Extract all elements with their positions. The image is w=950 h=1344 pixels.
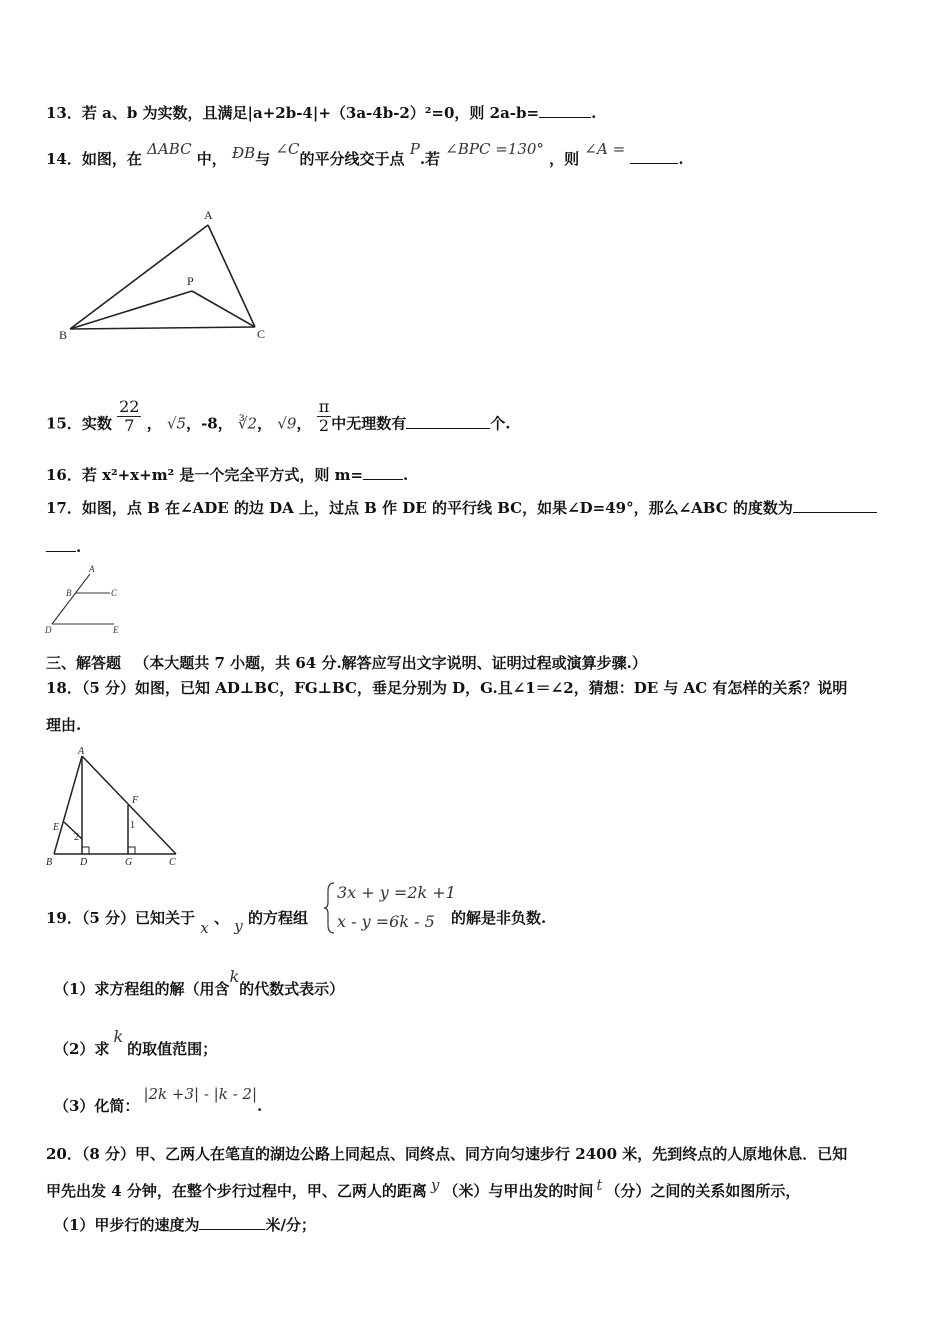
q14-text: ，则 [549, 150, 580, 168]
math-b: ÐB [232, 144, 256, 162]
q19-part3 [54, 1085, 263, 1115]
side-bc [70, 327, 255, 329]
math-abs-expression: |2k +3| - |k - 2| [143, 1085, 258, 1103]
label-a: A [78, 746, 85, 757]
q19-tail: 的解是非负数. [451, 909, 547, 927]
segment-de [64, 822, 82, 839]
part1-unit: 米/分； [265, 1216, 316, 1234]
q19-part1 [54, 967, 345, 998]
equation-1: 3x + y =2k +1 [337, 883, 456, 902]
section-title: 三、解答题 [46, 654, 122, 672]
q14-lead: 14．如图，在 [46, 150, 142, 168]
label-e: E [113, 625, 119, 635]
var-x: x [200, 919, 209, 937]
answer-blank[interactable] [363, 467, 403, 480]
fraction-22-7 [117, 398, 141, 435]
label-p: P [187, 274, 194, 288]
q18-triangle-figure [44, 744, 184, 869]
brace-icon [324, 881, 336, 935]
q14-text: 的平分线交于点 [299, 150, 405, 168]
q16 [46, 466, 408, 484]
label-b: B [46, 857, 53, 868]
var-k: k [113, 1027, 124, 1046]
q19 [46, 909, 308, 937]
separator: ， [296, 414, 312, 433]
separator: 、 [213, 909, 229, 927]
var-t: t [596, 1176, 603, 1194]
part1-text: 的代数式表示） [239, 980, 345, 998]
label-c: C [169, 857, 176, 868]
part2-text: （2）求 [54, 1040, 110, 1058]
side-ac [82, 756, 176, 854]
var-k: k [229, 967, 240, 986]
q15 [46, 397, 511, 443]
label-f: F [132, 795, 139, 806]
var-y: y [234, 917, 243, 935]
part1-text: （1）甲步行的速度为 [54, 1216, 200, 1234]
sqrt-9: √9 [277, 414, 297, 433]
label-c: C [111, 588, 118, 598]
numerator: 22 [119, 397, 140, 416]
part1-text: （1）求方程组的解（用含 [54, 980, 230, 998]
math-a: ∠A = [584, 140, 626, 158]
q18-line1: 18．（5 分）如图，已知 AD⊥BC，FG⊥BC，垂足分别为 D，G.且∠1＝∠2，猜想：DE 与 AC 有怎样的关系？说明 [46, 679, 848, 697]
q13-text: 13．若 a、b 为实数，且满足|a+2b-4|+（3a-4b-2）²=0，则 2a-b= [46, 104, 540, 122]
label-b: B [59, 328, 68, 342]
q20-text: （米）与甲出发的时间 [443, 1182, 594, 1200]
q14-triangle-figure [50, 205, 290, 350]
q19-part2 [54, 1027, 218, 1058]
section-desc: （本大题共 7 小题，共 64 分.解答应写出文字说明、证明过程或演算步骤.） [134, 654, 647, 672]
section-header [46, 654, 647, 672]
angle-2: 2 [74, 832, 79, 843]
right-angle-d [82, 847, 89, 854]
math-c: ∠C [275, 140, 300, 158]
q14-text: 与 [255, 150, 271, 168]
q20-part1 [54, 1216, 316, 1234]
q19-text: 的方程组 [247, 909, 308, 927]
label-c: C [257, 327, 266, 341]
answer-blank-continued[interactable] [46, 539, 76, 552]
label-e: E [53, 822, 60, 833]
cbrt-2: ∛2 [237, 414, 258, 433]
q14 [46, 140, 684, 168]
q18-line2: 理由. [46, 716, 82, 734]
answer-blank[interactable] [539, 105, 591, 118]
ray-da [52, 574, 90, 624]
q20-line2 [46, 1176, 801, 1200]
label-d: D [80, 857, 88, 868]
part3-text: （3）化简： [54, 1097, 140, 1115]
q17-text: 17．如图，点 B 在∠ADE 的边 DA 上，过点 B 作 DE 的平行线 BC，如果∠D=49°，那么∠ABC 的度数为 [46, 499, 793, 517]
q14-text: .若 [419, 150, 441, 168]
numerator: π [318, 397, 330, 416]
part2-text: 的取值范围； [127, 1040, 218, 1058]
q20-text: （分）之间的关系如图所示， [605, 1182, 801, 1200]
label-g: G [125, 857, 133, 868]
math-p: P [409, 140, 420, 158]
q15-lead: 15．实数 [46, 414, 112, 433]
fraction-pi-2 [317, 398, 332, 435]
sqrt-5: √5 [166, 414, 187, 433]
angle-1: 1 [130, 820, 135, 831]
answer-blank[interactable] [199, 1217, 265, 1230]
label-b: B [66, 588, 72, 598]
q13-tail: . [591, 104, 597, 122]
q16-text: 16．若 x²+x+m² 是一个完全平方式，则 m= [46, 466, 364, 484]
q15-tail: 个. [490, 414, 511, 433]
q19-lead: 19．（5 分）已知关于 [46, 909, 196, 927]
label-a: A [204, 208, 213, 222]
q14-tail: . [678, 150, 684, 168]
q16-tail: . [403, 466, 409, 484]
q14-text: 中， [196, 150, 227, 168]
answer-blank[interactable] [793, 500, 877, 513]
q20-line1: 20．（8 分）甲、乙两人在笔直的湖边公路上同起点、同终点、同方向匀速步行 2400 米，先到终点的人原地休息．已知 [46, 1145, 848, 1163]
q20-text: 甲先出发 4 分钟，在整个步行过程中，甲、乙两人的距离 [46, 1182, 427, 1200]
q17 [46, 499, 877, 517]
q17-tail: . [76, 538, 82, 556]
answer-blank[interactable] [630, 151, 678, 164]
separator: ，-8， [186, 414, 233, 433]
math-bpc: ∠BPC =130° [445, 140, 544, 158]
q15-text: 中无理数有 [331, 414, 407, 433]
q17-line2 [46, 538, 81, 556]
label-d: D [45, 625, 52, 635]
part3-text: . [257, 1097, 263, 1115]
answer-blank[interactable] [406, 416, 490, 429]
segment-pc [192, 291, 255, 327]
var-y: y [430, 1176, 440, 1194]
denominator: 2 [318, 416, 330, 435]
side-ac [208, 225, 255, 327]
math-abc: ΔABC [147, 140, 192, 158]
separator: ， [146, 414, 162, 433]
right-angle-g [128, 847, 135, 854]
separator: ， [257, 414, 273, 433]
q13 [46, 104, 596, 122]
q17-parallel-figure [42, 562, 137, 638]
label-a: A [89, 564, 95, 574]
segment-bp [70, 291, 192, 329]
denominator: 7 [124, 416, 135, 435]
equation-2: x - y =6k - 5 [337, 912, 435, 931]
